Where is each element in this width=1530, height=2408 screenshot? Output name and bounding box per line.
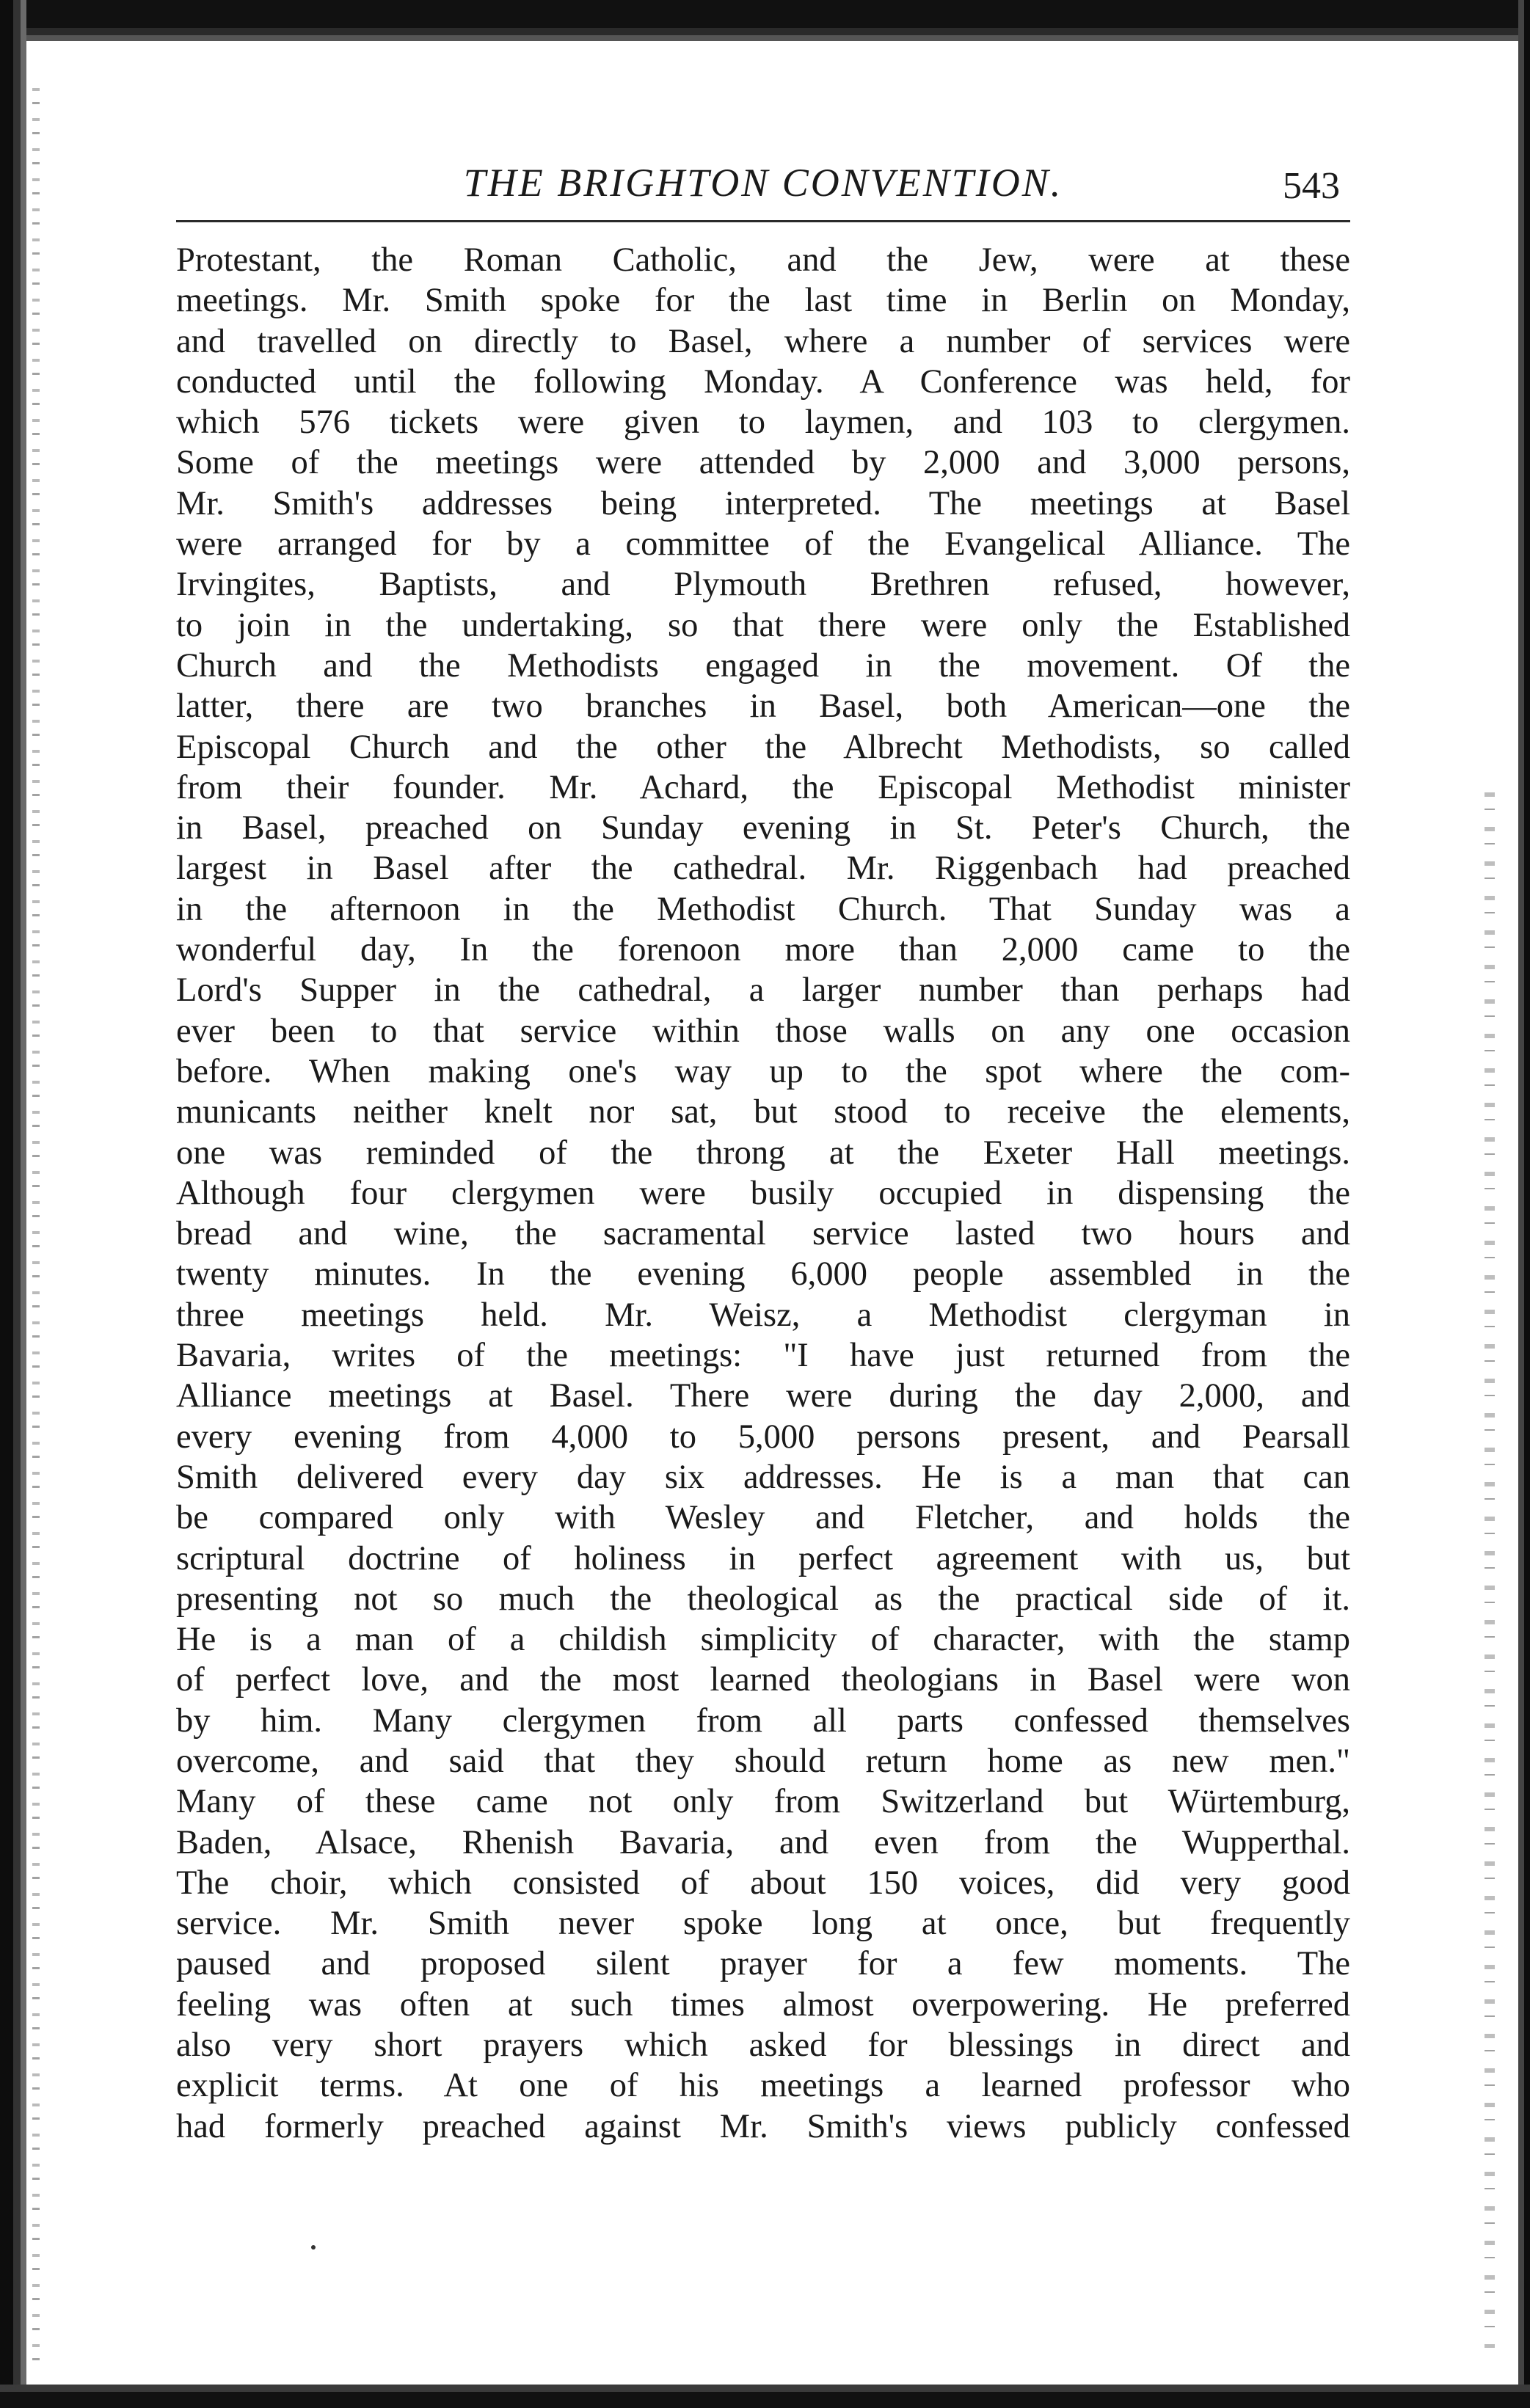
- scan-speckle-left: [32, 88, 40, 2363]
- text-line: scriptural doctrine of holiness in perfect agreement with us, but: [176, 1539, 1350, 1577]
- text-line: Although four clergymen were busily occupied in dispensing the: [176, 1174, 1350, 1212]
- text-line: twenty minutes. In the evening 6,000 people assembled in the: [176, 1255, 1350, 1294]
- text-line: which 576 tickets were given to laymen, and 103 to clergymen.: [176, 404, 1350, 442]
- text-line: paused and proposed silent prayer for a few moments. The: [176, 1945, 1350, 1983]
- book-page: [176, 147, 1350, 2147]
- text-line: Episcopal Church and the other the Albrecht Methodists, so called: [176, 728, 1350, 766]
- text-line: Alliance meetings at Basel. There were during the day 2,000, and: [176, 1377, 1350, 1415]
- text-line: presenting not so much the theological as the practical side of it.: [176, 1580, 1350, 1618]
- text-line: largest in Basel after the cathedral. Mr. Riggenbach had preached: [176, 850, 1350, 888]
- text-line: in the afternoon in the Methodist Church. That Sunday was a: [176, 890, 1350, 928]
- text-line: Lord's Supper in the cathedral, a larger number than perhaps had: [176, 971, 1350, 1010]
- text-line: to join in the undertaking, so that there were only the Established: [176, 606, 1350, 644]
- text-line: also very short prayers which asked for blessings in direct and: [176, 2026, 1350, 2065]
- text-line: municants neither knelt nor sat, but stood to receive the elements,: [176, 1093, 1350, 1131]
- text-line: overcome, and said that they should return home as new men.": [176, 1742, 1350, 1780]
- text-line: by him. Many clergymen from all parts confessed themselves: [176, 1701, 1350, 1740]
- scan-bottom-border: [0, 2374, 1530, 2408]
- scan-speckle-right: [1485, 792, 1495, 2348]
- text-line: before. When making one's way up to the spot where the com-: [176, 1052, 1350, 1090]
- text-line: feeling was often at such times almost overpowering. He preferred: [176, 1985, 1350, 2024]
- text-line: meetings. Mr. Smith spoke for the last time in Berlin on Monday,: [176, 282, 1350, 320]
- text-line: were arranged for by a committee of the Evangelical Alliance. The: [176, 525, 1350, 563]
- body-text: [176, 240, 1350, 2147]
- text-line: service. Mr. Smith never spoke long at once, but frequently: [176, 1905, 1350, 1943]
- text-line: of perfect love, and the most learned theologians in Basel were won: [176, 1661, 1350, 1699]
- text-line: explicit terms. At one of his meetings a learned professor who: [176, 2067, 1350, 2105]
- text-line: in Basel, preached on Sunday evening in St. Peter's Church, the: [176, 809, 1350, 847]
- text-line: one was reminded of the throng at the Exeter Hall meetings.: [176, 1134, 1350, 1172]
- text-line: The choir, which consisted of about 150 voices, did very good: [176, 1864, 1350, 1902]
- stray-ink-dot: [311, 2245, 316, 2250]
- text-line: three meetings held. Mr. Weisz, a Methodist clergyman in: [176, 1296, 1350, 1334]
- scan-top-border: [0, 0, 1530, 45]
- text-line: Mr. Smith's addresses being interpreted. The meetings at Basel: [176, 484, 1350, 522]
- text-line: Church and the Methodists engaged in the movement. Of the: [176, 646, 1350, 685]
- running-head-title: THE BRIGHTON CONVENTION.: [463, 161, 1063, 205]
- text-line: ever been to that service within those walls on any one occasion: [176, 1012, 1350, 1050]
- text-line: Bavaria, writes of the meetings: "I have just returned from the: [176, 1337, 1350, 1375]
- text-line: Many of these came not only from Switzerland but Würtemburg,: [176, 1783, 1350, 1821]
- scan-left-border: [0, 0, 32, 2408]
- text-line: bread and wine, the sacramental service lasted two hours and: [176, 1215, 1350, 1253]
- text-line: from their founder. Mr. Achard, the Episcopal Methodist minister: [176, 768, 1350, 806]
- text-line: Baden, Alsace, Rhenish Bavaria, and even from the Wupperthal.: [176, 1823, 1350, 1861]
- text-line: He is a man of a childish simplicity of character, with the stamp: [176, 1621, 1350, 1659]
- text-line: had formerly preached against Mr. Smith's views publicly confessed: [176, 2107, 1350, 2145]
- text-line: Smith delivered every day six addresses. He is a man that can: [176, 1458, 1350, 1496]
- text-line: and travelled on directly to Basel, where a number of services were: [176, 322, 1350, 360]
- text-line: Irvingites, Baptists, and Plymouth Brethren refused, however,: [176, 566, 1350, 604]
- text-line: be compared only with Wesley and Fletcher, and holds the: [176, 1499, 1350, 1537]
- page-number: 543: [1283, 165, 1340, 207]
- text-line: conducted until the following Monday. A Conference was held, for: [176, 362, 1350, 401]
- text-line: every evening from 4,000 to 5,000 persons present, and Pearsall: [176, 1418, 1350, 1456]
- scan-right-border: [1501, 0, 1530, 2408]
- text-line: latter, there are two branches in Basel, both American—one the: [176, 687, 1350, 726]
- text-line: Some of the meetings were attended by 2,000 and 3,000 persons,: [176, 444, 1350, 482]
- text-line: Protestant, the Roman Catholic, and the Jew, were at these: [176, 241, 1350, 279]
- running-head: [176, 147, 1350, 222]
- text-line: wonderful day, In the forenoon more than 2,000 came to the: [176, 931, 1350, 969]
